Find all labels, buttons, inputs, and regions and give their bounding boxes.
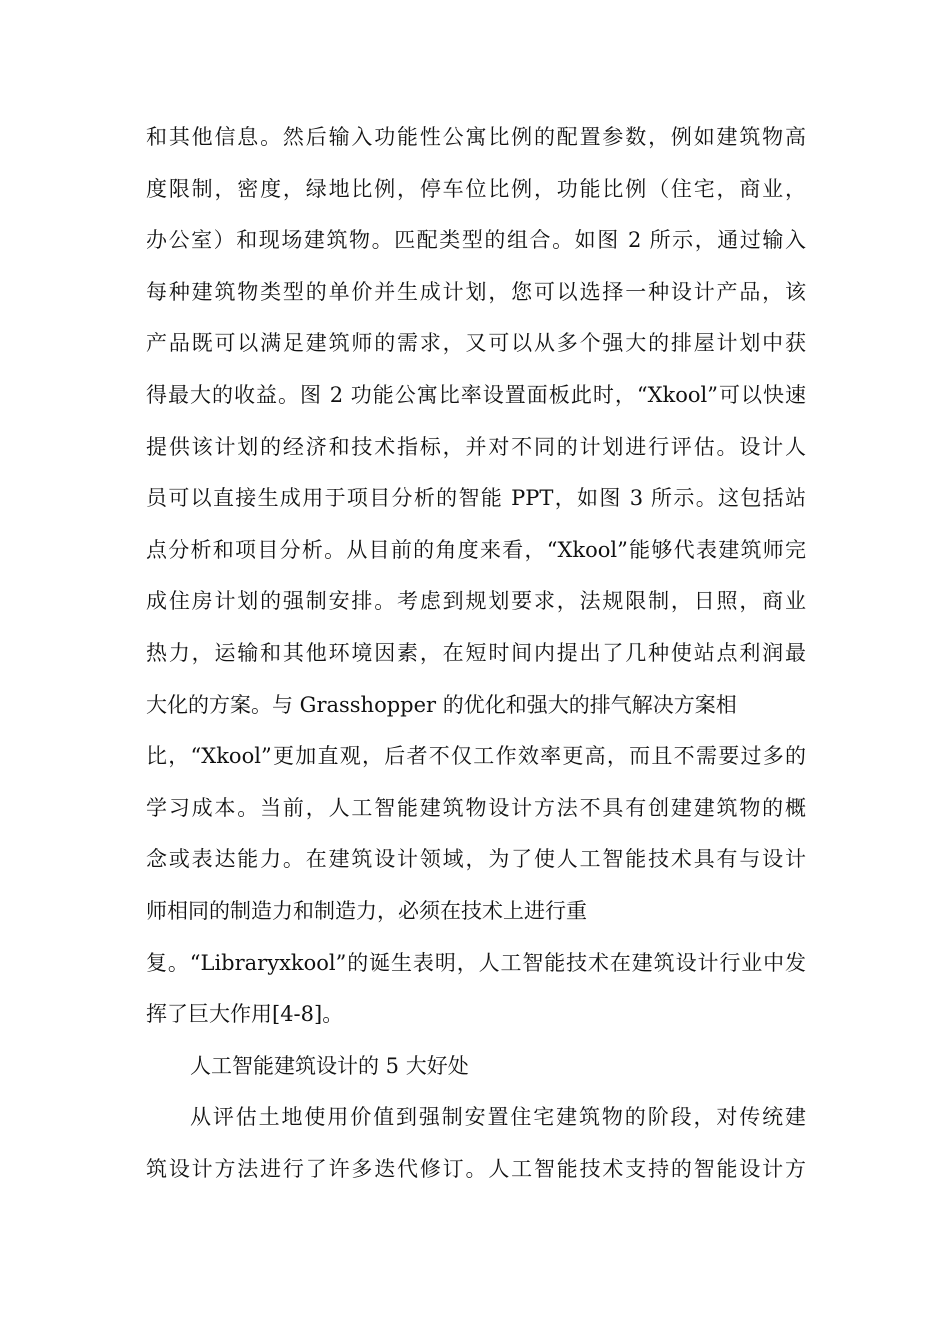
text-line: 学习成本。当前，人工智能建筑物设计方法不具有创建建筑物的概 bbox=[146, 795, 806, 820]
text-line: 筑设计方法进行了许多迭代修订。人工智能技术支持的智能设计方 bbox=[146, 1156, 806, 1181]
text-line: 大化的方案。与 Grasshopper 的优化和强大的排气解决方案相 bbox=[146, 692, 737, 717]
text-line: 念或表达能力。在建筑设计领域，为了使人工智能技术具有与设计 bbox=[146, 847, 806, 872]
text-line: 得最大的收益。图 2 功能公寓比率设置面板此时，“Xkool”可以快速 bbox=[146, 382, 806, 407]
text-line: 点分析和项目分析。从目前的角度来看，“Xkool”能够代表建筑师完 bbox=[146, 537, 806, 562]
text-line: 提供该计划的经济和技术指标，并对不同的计划进行评估。设计人 bbox=[146, 434, 806, 459]
text-line: 复。“Libraryxkool”的诞生表明，人工智能技术在建筑设计行业中发 bbox=[146, 950, 806, 975]
text-line: 度限制，密度，绿地比例，停车位比例，功能比例（住宅，商业， bbox=[146, 176, 806, 201]
text-line: 和其他信息。然后输入功能性公寓比例的配置参数，例如建筑物高 bbox=[146, 125, 806, 149]
text-line: 师相同的制造力和制造力，必须在技术上进行重 bbox=[146, 898, 587, 923]
text-line: 每种建筑物类型的单价并生成计划，您可以选择一种设计产品，该 bbox=[146, 279, 806, 304]
text-line: 热力，运输和其他环境因素，在短时间内提出了几种使站点利润最 bbox=[146, 640, 806, 665]
text-line: 比，“Xkool”更加直观，后者不仅工作效率更高，而且不需要过多的 bbox=[146, 744, 806, 769]
text-line: 从评估土地使用价值到强制安置住宅建筑物的阶段，对传统建 bbox=[190, 1105, 806, 1130]
text-line: 员可以直接生成用于项目分析的智能 PPT，如图 3 所示。这包括站 bbox=[146, 486, 806, 511]
text-line: 挥了巨大作用[4-8]。 bbox=[146, 1002, 344, 1027]
text-line: 成住房计划的强制安排。考虑到规划要求，法规限制，日照，商业 bbox=[146, 589, 806, 614]
section-heading: 人工智能建筑设计的 5 大好处 bbox=[190, 1053, 469, 1078]
text-line: 办公室）和现场建筑物。匹配类型的组合。如图 2 所示，通过输入 bbox=[146, 228, 806, 253]
document-body bbox=[146, 117, 806, 1200]
text-line: 产品既可以满足建筑师的需求，又可以从多个强大的排屋计划中获 bbox=[146, 331, 806, 356]
